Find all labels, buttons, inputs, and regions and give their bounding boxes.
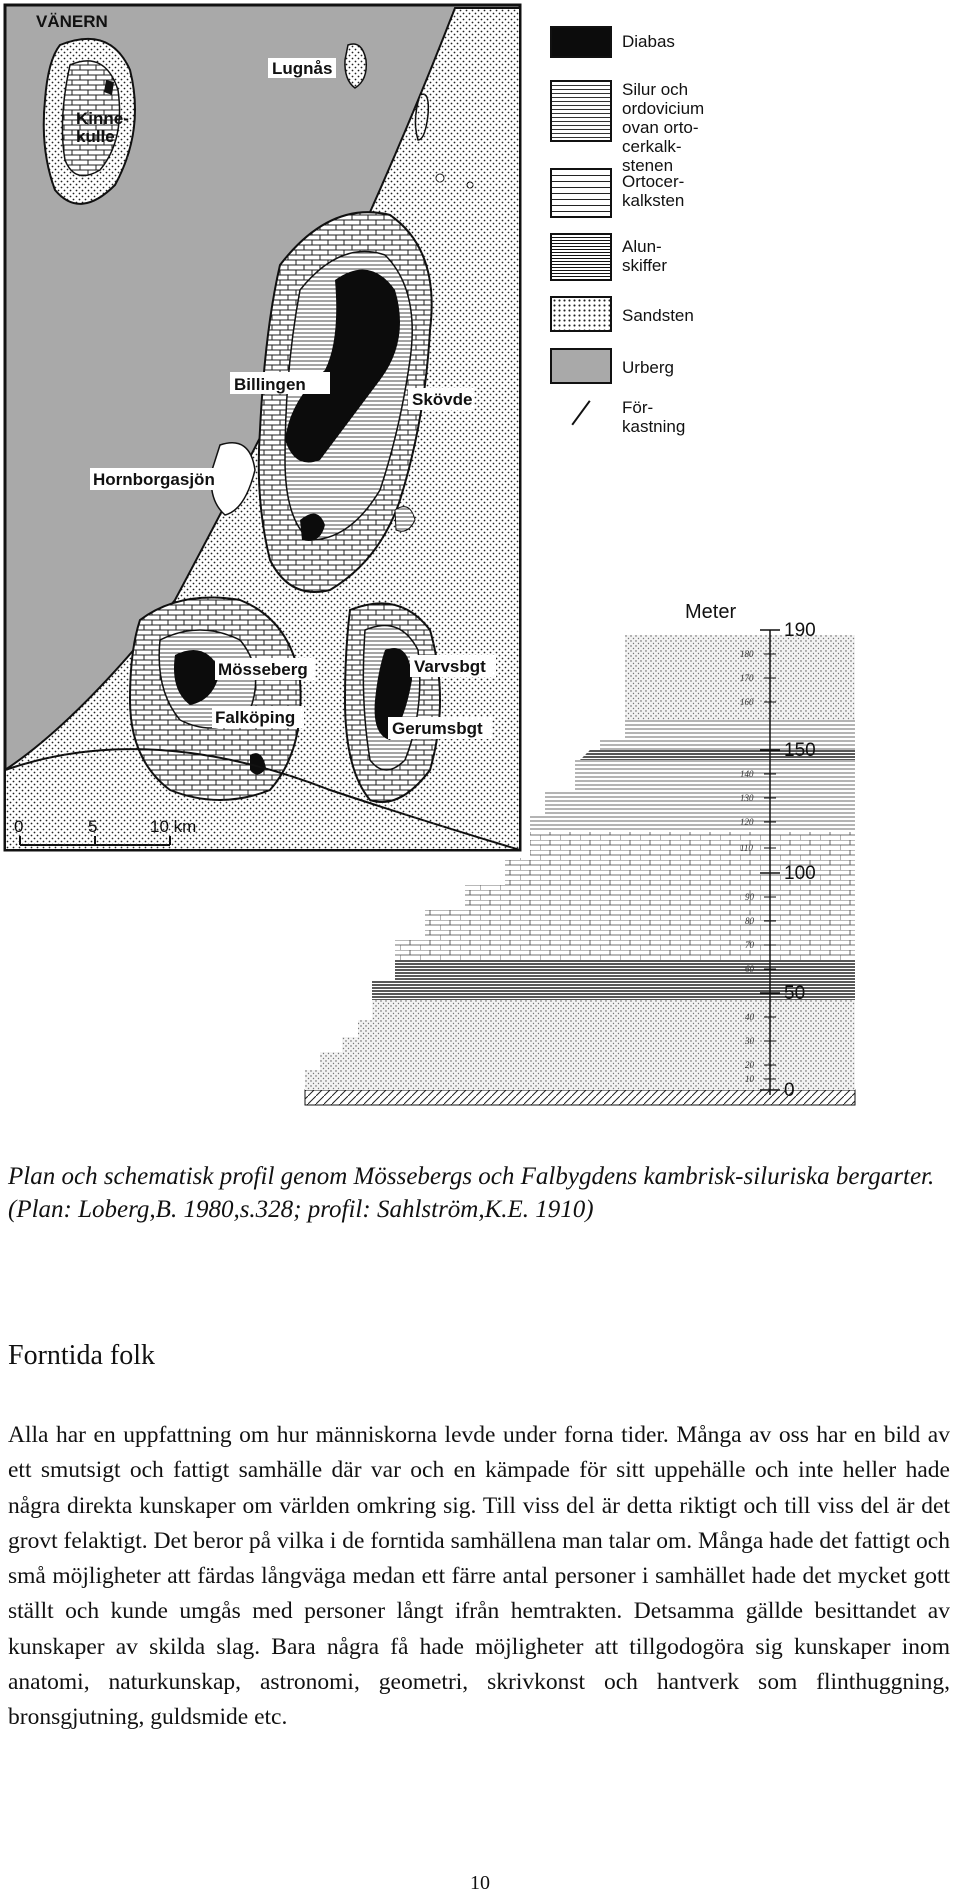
svg-text:40: 40 [745, 1012, 754, 1022]
svg-text:10: 10 [745, 1074, 754, 1084]
svg-text:170: 170 [740, 673, 754, 683]
profile-layer-limestone [395, 832, 855, 960]
map-label-kinnekulle-2: kulle [76, 127, 115, 146]
legend-swatch-grey [550, 348, 612, 384]
svg-text:160: 160 [740, 697, 754, 707]
svg-text:140: 140 [740, 769, 754, 779]
map-label-gerumsbgt: Gerumsbgt [392, 719, 483, 738]
legend-swatch-hlines [550, 80, 612, 142]
profile-layer-sandstone [305, 1000, 855, 1090]
page-number: 10 [470, 1872, 490, 1894]
legend-label: Sandsten [622, 306, 694, 325]
legend-swatch-dense [550, 233, 612, 281]
map-label-vanern: VÄNERN [36, 12, 108, 31]
map-label-lugnas: Lugnås [272, 59, 333, 78]
map-label-kinnekulle-1: Kinne- [76, 109, 129, 128]
tick-150: 150 [784, 740, 816, 761]
svg-text:120: 120 [740, 817, 754, 827]
legend-label: För- kastning [622, 398, 686, 436]
legend-swatch-dots [550, 296, 612, 332]
figure-caption: Plan och schematisk profil genom Mössebergs och Falbygdens kambrisk-siluriska bergarter. (Plan: Loberg,B. 1980,s.328; profil: Sahlström,K.E. 1910) [8, 1163, 935, 1223]
legend-label: Diabas [622, 32, 675, 51]
map-label-hornborgasjon: Hornborgasjön [93, 470, 215, 489]
svg-text:180: 180 [740, 649, 754, 659]
section-heading: Forntida folk [8, 1340, 155, 1371]
profile-layer-alum-shale [372, 960, 855, 1000]
legend-swatch-black [550, 26, 612, 58]
tick-0: 0 [784, 1080, 795, 1101]
body-paragraph: Alla har en uppfattning om hur människorna levde under forna tider. Många av oss har en bild av ett smutsigt och fattigt samhälle där var och en kämpade för sitt uppehälle och inte heller hade några direkta kunskaper om världen omkring sig. Till viss del är detta riktigt och till viss del är det grovt felaktigt. Det beror på vilka i de forntida samhällena man talar om. Många hade det fattigt och små möjligheter att färdas långväga medan ett färre antal personer i samhället hade det mycket gott ställt och kunde umgås med personer långt ifrån hemtrakten. Detsamma gällde besittandet av kunskaper av skilda slag. Bara några få hade möjligheter att tillgodogöra sig kunskaper inom anatomi, naturkunskap, astronomi, geometri, skrivkonst och hantverk som flinthuggning, bronsgjutning, guldsmide etc. [8, 1422, 950, 1731]
svg-text:60: 60 [745, 964, 754, 974]
svg-text:10 km: 10 km [150, 817, 197, 836]
tick-100: 100 [784, 863, 816, 884]
legend-label: Silur och ordovicium ovan orto- cerkalk- stenen [622, 80, 705, 175]
legend-label: Ortocer- kalksten [622, 172, 685, 210]
geological-profile [300, 600, 940, 1120]
svg-text:20: 20 [745, 1060, 754, 1070]
svg-text:130: 130 [740, 793, 754, 803]
svg-text:110: 110 [740, 843, 753, 853]
fault-line-icon [550, 396, 612, 428]
map-label-mosseberg: Mösseberg [218, 660, 308, 679]
svg-text:70: 70 [745, 940, 754, 950]
tick-50: 50 [784, 983, 806, 1004]
legend-swatch-bricks [550, 168, 612, 218]
legend-label: Urberg [622, 358, 674, 377]
map-label-skovde: Skövde [412, 390, 473, 409]
map-label-varvsbgt: Varvsbgt [414, 657, 486, 676]
legend-label: Alun- skiffer [622, 237, 668, 275]
map-label-billingen: Billingen [234, 375, 306, 394]
map-legend [550, 18, 750, 436]
profile-layer-shale [530, 720, 855, 832]
svg-text:80: 80 [745, 916, 754, 926]
map-label-falkoping: Falköping [215, 708, 296, 727]
profile-unit-label: Meter [685, 601, 737, 623]
svg-text:5: 5 [88, 817, 98, 836]
svg-text:30: 30 [745, 1036, 754, 1046]
svg-text:90: 90 [745, 892, 754, 902]
svg-text:0: 0 [14, 817, 24, 836]
tick-190: 190 [784, 620, 816, 641]
